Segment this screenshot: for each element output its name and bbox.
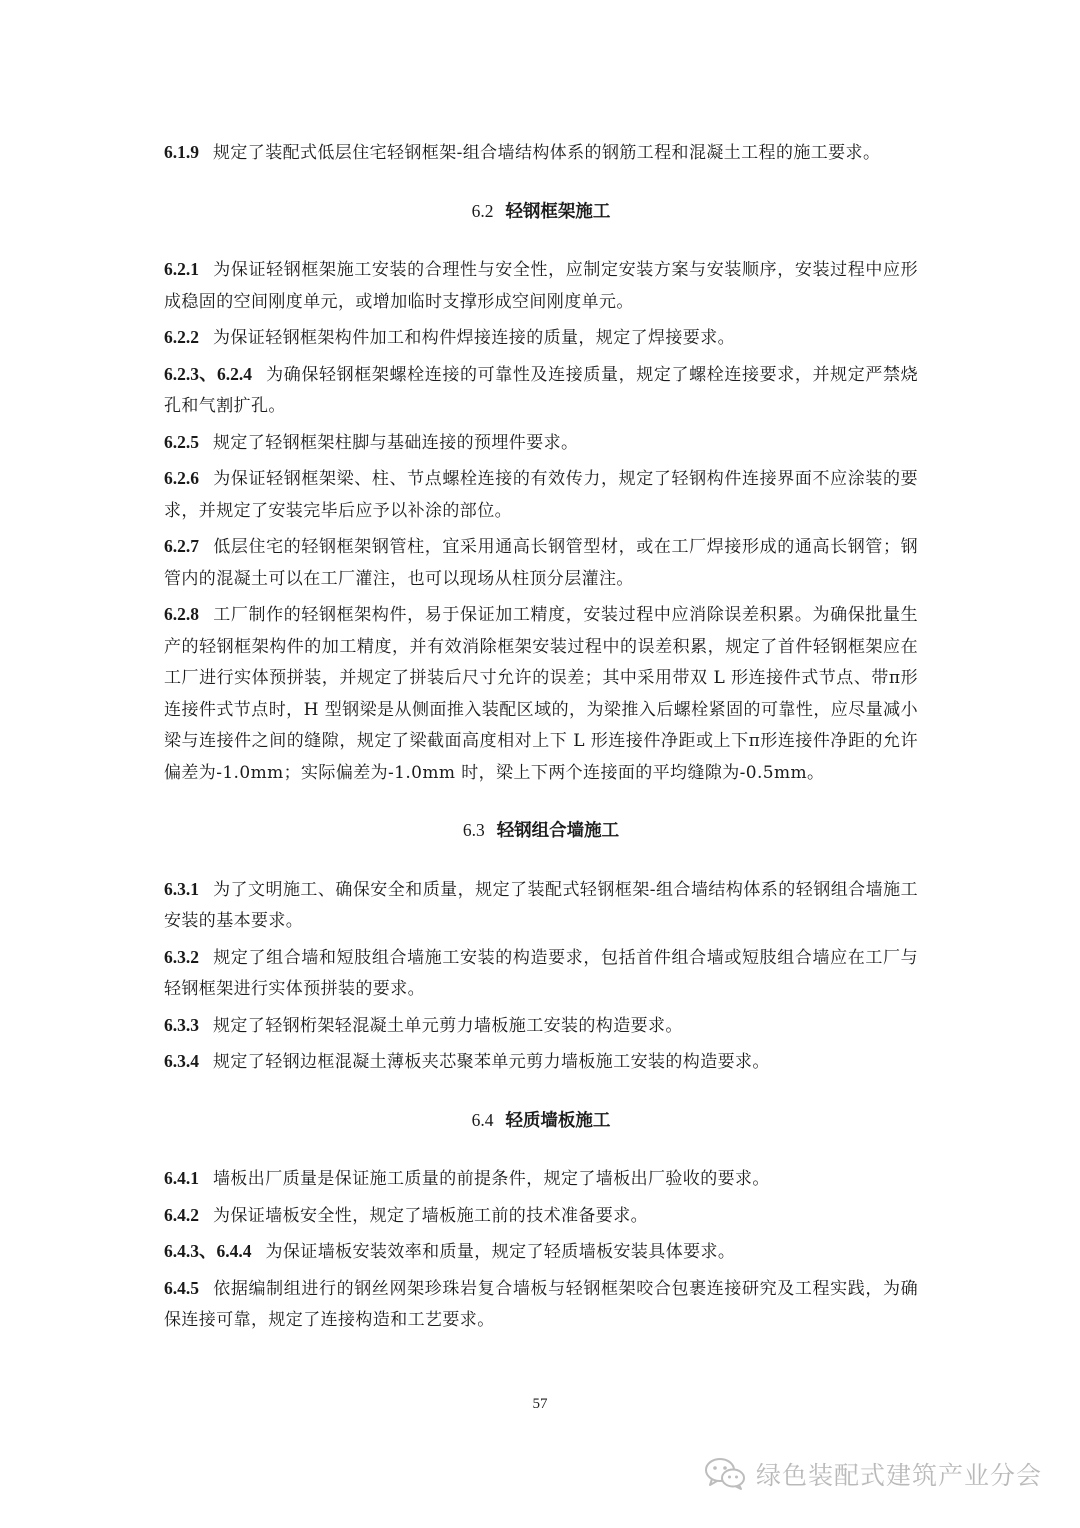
clause-text: 规定了装配式低层住宅轻钢框架-组合墙结构体系的钢筋工程和混凝土工程的施工要求。 [213,143,881,163]
clause-6-2-1 [164,254,918,318]
clause-text: 工厂制作的轻钢框架构件，易于保证加工精度，安装过程中应消除误差积累。为确保批量生产的轻钢框架构件的加工精度，并有效消除框架安装过程中的误差积累，规定了首件轻钢框架应在工厂进行实体预拼装，并规定了拼装后尺寸允许的误差；其中采用带双 L 形连接件式节点、带π形连接件式节点时，H 型钢梁是从侧面推入装配区域的，为梁推入后螺栓紧固的可靠性，应尽量减小梁与连接件之间的缝隙，规定了梁截面高度相对上下 L 形连接件净距或上下π形连接件净距的允许偏差为-1.0mm；实际偏差为-1.0mm 时，梁上下两个连接面的平均缝隙为-0.5mm。 [164,605,918,783]
clause-6-4-2 [164,1200,918,1233]
clause-text: 墙板出厂质量是保证施工质量的前提条件，规定了墙板出厂验收的要求。 [213,1169,770,1189]
clause-6-4-1 [164,1163,918,1196]
document-body [164,137,918,1337]
clause-text: 规定了组合墙和短肢组合墙施工安装的构造要求，包括首件组合墙或短肢组合墙应在工厂与轻钢框架进行实体预拼装的要求。 [164,947,918,999]
section-title: 轻质墙板施工 [505,1110,611,1131]
wechat-icon [704,1456,746,1492]
clause-text: 规定了轻钢桁架轻混凝土单元剪力墙板施工安装的构造要求。 [213,1015,683,1036]
clause-6-2-3-6-2-4 [164,359,918,423]
section-heading-6-2 [164,196,918,229]
clause-number: 6.2.1 [164,259,199,279]
section-number: 6.2 [471,200,494,221]
clause-number: 6.2.5 [164,431,199,452]
clause-6-3-3 [164,1010,918,1043]
clause-6-3-2 [164,942,918,1006]
clause-6-2-7 [164,531,918,595]
clause-6-2-6 [164,463,918,527]
clause-text: 依据编制组进行的钢丝网架珍珠岩复合墙板与轻钢框架咬合包裹连接研究及工程实践，为确保连接可靠，规定了连接构造和工艺要求。 [164,1278,918,1330]
clause-text: 为确保轻钢框架螺栓连接的可靠性及连接质量，规定了螺栓连接要求，并规定严禁烧孔和气割扩孔。 [164,364,918,416]
clause-number: 6.2.8 [164,604,199,624]
clause-number: 6.4.5 [164,1277,199,1298]
watermark-text: 绿色装配式建筑产业分会 [756,1461,1043,1490]
clause-number: 6.3.4 [164,1051,199,1071]
clause-6-4-5 [164,1273,918,1337]
clause-number: 6.4.2 [164,1204,199,1225]
page-number: 57 [532,1396,548,1412]
clause-number: 6.3.2 [164,946,199,967]
section-title: 轻钢组合墙施工 [496,821,620,841]
clause-6-3-4 [164,1046,918,1079]
section-heading-6-4 [164,1105,918,1138]
clause-text: 为保证墙板安全性，规定了墙板施工前的技术准备要求。 [213,1205,648,1226]
clause-6-2-8 [164,599,918,789]
clause-text: 规定了轻钢边框混凝土薄板夹芯聚苯单元剪力墙板施工安装的构造要求。 [213,1052,770,1072]
clause-text: 低层住宅的轻钢框架钢管柱，宜采用通高长钢管型材，或在工厂焊接形成的通高长钢管；钢管内的混凝土可以在工厂灌注，也可以现场从柱顶分层灌注。 [164,537,918,589]
watermark [704,1454,1042,1494]
section-title: 轻钢框架施工 [505,201,611,222]
section-heading-6-3 [164,815,918,848]
clause-6-2-5 [164,427,918,460]
clause-6-2-2 [164,322,918,355]
clause-number: 6.2.6 [164,468,199,488]
clause-text: 为保证轻钢框架构件加工和构件焊接连接的质量，规定了焊接要求。 [213,328,735,348]
clause-text: 为保证墙板安装效率和质量，规定了轻质墙板安装具体要求。 [265,1242,736,1262]
clause-6-4-3-6-4-4 [164,1236,918,1269]
clause-6-1-9 [164,137,918,170]
clause-number: 6.3.3 [164,1014,199,1035]
clause-number: 6.2.3、6.2.4 [164,363,252,384]
clause-text: 规定了轻钢框架柱脚与基础连接的预埋件要求。 [213,432,579,453]
clause-6-3-1 [164,874,918,938]
clause-number: 6.4.1 [164,1168,199,1188]
clause-text: 为了文明施工、确保安全和质量，规定了装配式轻钢框架-组合墙结构体系的轻钢组合墙施工安装的基本要求。 [164,879,918,931]
section-number: 6.3 [462,820,485,840]
clause-number: 6.4.3、6.4.4 [164,1241,252,1261]
clause-number: 6.2.2 [164,327,199,347]
clause-text: 为保证轻钢框架施工安装的合理性与安全性，应制定安装方案与安装顺序，安装过程中应形成稳固的空间刚度单元，或增加临时支撑形成空间刚度单元。 [164,260,918,312]
clause-number: 6.2.7 [164,536,199,556]
clause-number: 6.1.9 [164,142,199,162]
section-number: 6.4 [471,1109,494,1130]
clause-number: 6.3.1 [164,878,199,899]
clause-text: 为保证轻钢框架梁、柱、节点螺栓连接的有效传力，规定了轻钢构件连接界面不应涂装的要求，并规定了安装完毕后应予以补涂的部位。 [164,469,918,521]
